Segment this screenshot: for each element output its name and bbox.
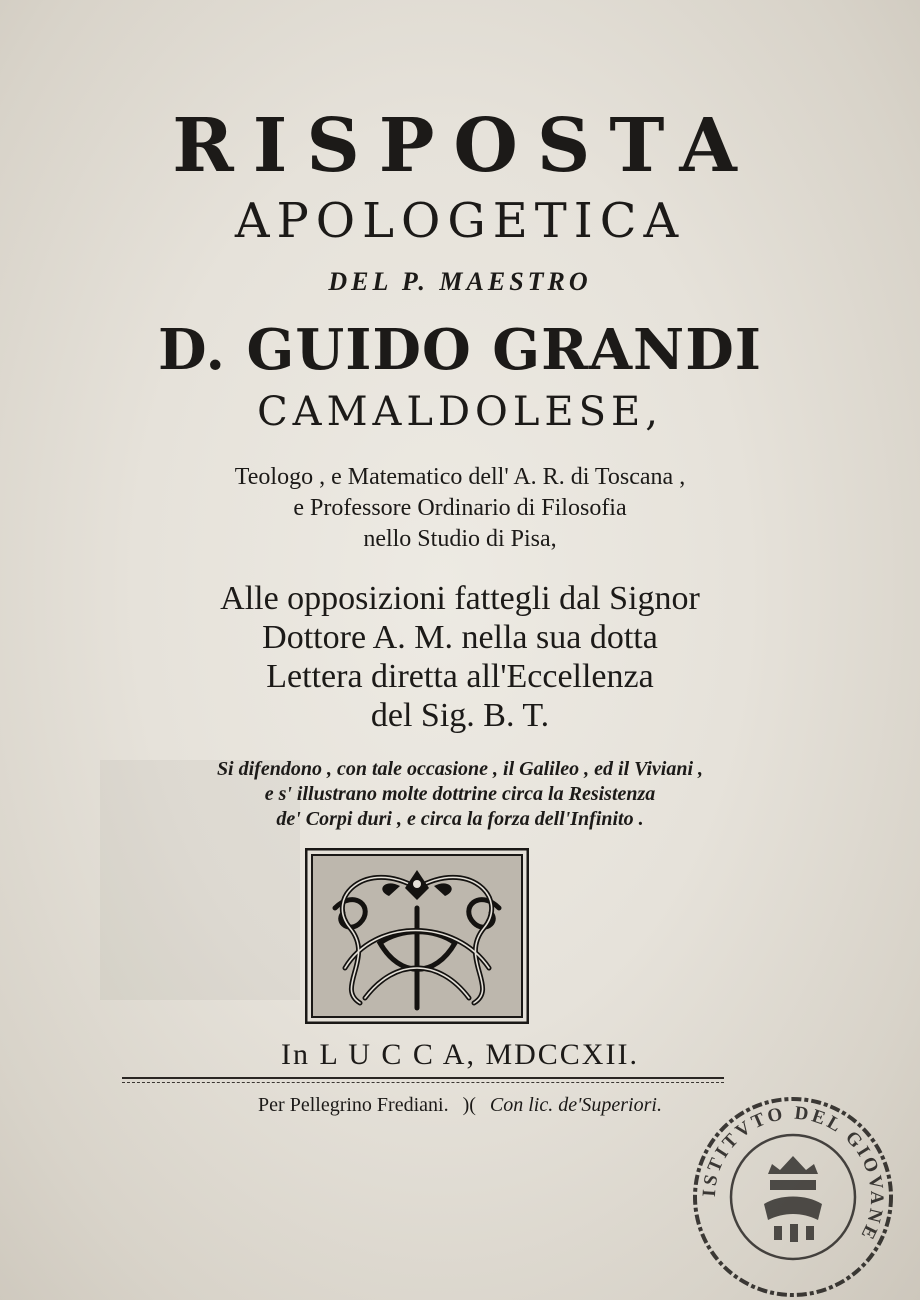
stamp-text: ISTITVTO DEL GIOVANE [698,1102,888,1245]
subject-line: Lettera diretta all'Eccellenza [266,658,654,695]
credentials-line: Teologo , e Matematico dell' A. R. di Toscana , [234,464,686,490]
printers-device-ornament [305,848,529,1024]
summary-line: Si difendono , con tale occasione , il Galileo , ed il Viviani , [216,758,704,780]
author-name: D. GUIDO GRANDI [157,317,762,383]
subject-line: del Sig. B. T. [370,697,550,734]
divider-rule [122,1077,724,1079]
title-main: RISPOSTA [172,103,756,189]
author-order: CAMALDOLESE, [257,389,663,435]
summary-line: de' Corpi duri , e circa la forza dell'Infinito . [276,808,644,830]
license-note: Con lic. de'Superiori. [489,1094,662,1116]
credentials-line: e Professore Ordinario di Filosofia [293,495,627,521]
printer-name: Per Pellegrino Frediani. [258,1094,449,1116]
title-line-2: APOLOGETICA [234,193,686,249]
library-stamp [690,1094,896,1300]
place-and-date: In L U C C A, MDCCXII. [281,1038,639,1071]
imprint-separator: )( [462,1094,476,1116]
credentials-line: nello Studio di Pisa, [363,526,557,552]
subject-line: Alle opposizioni fattegli dal Signor [220,580,700,617]
subject-line: Dottore A. M. nella sua dotta [262,619,658,656]
divider-rule-dashed [122,1082,724,1083]
summary-line: e s' illustrano molte dottrine circa la Resistenza [264,783,656,805]
title-line-3: DEL P. MAESTRO [328,267,592,296]
